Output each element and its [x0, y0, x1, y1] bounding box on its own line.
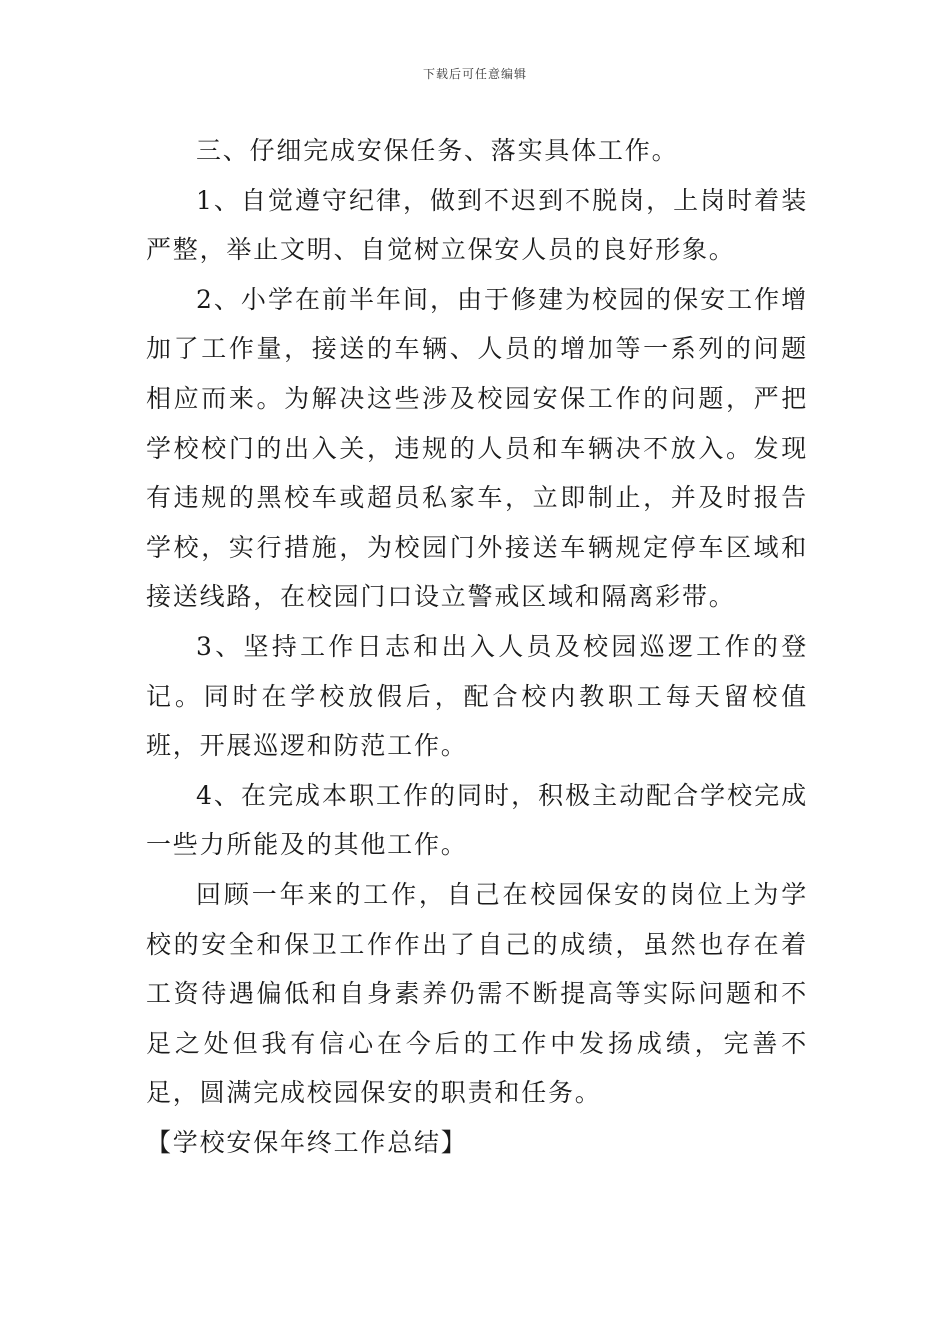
paragraph-section-heading: 三、仔细完成安保任务、落实具体工作。	[196, 136, 679, 165]
document-body	[146, 126, 808, 1167]
paragraph-item-1: 1、自觉遵守纪律，做到不迟到不脱岗，上岗时着装严整，举止文明、自觉树立保安人员的良好形象。	[146, 185, 808, 265]
page-header-note: 下载后可任意编辑	[422, 67, 527, 81]
paragraph-review: 回顾一年来的工作，自己在校园保安的岗位上为学校的安全和保卫工作作出了自己的成绩，虽然也存在着工资待遇偏低和自身素养仍需不断提高等实际问题和不足之处但我有信心在今后的工作中发扬成绩，完善不足，圆满完成校园保安的职责和任务。	[146, 879, 808, 1108]
section-title: 【学校安保年终工作总结】	[146, 1127, 468, 1157]
paragraph-item-4: 4、在完成本职工作的同时，积极主动配合学校完成一些力所能及的其他工作。	[146, 780, 808, 860]
paragraph-item-3: 3、坚持工作日志和出入人员及校园巡逻工作的登记。同时在学校放假后，配合校内教职工每天留校值班，开展巡逻和防范工作。	[146, 631, 808, 761]
paragraph-item-2: 2、小学在前半年间，由于修建为校园的保安工作增加了工作量，接送的车辆、人员的增加等一系列的问题相应而来。为解决这些涉及校园安保工作的问题，严把学校校门的出入关，违规的人员和车辆决不放入。发现有违规的黑校车或超员私家车，立即制止，并及时报告学校，实行措施，为校园门外接送车辆规定停车区域和接送线路，在校园门口设立警戒区域和隔离彩带。	[146, 284, 808, 612]
